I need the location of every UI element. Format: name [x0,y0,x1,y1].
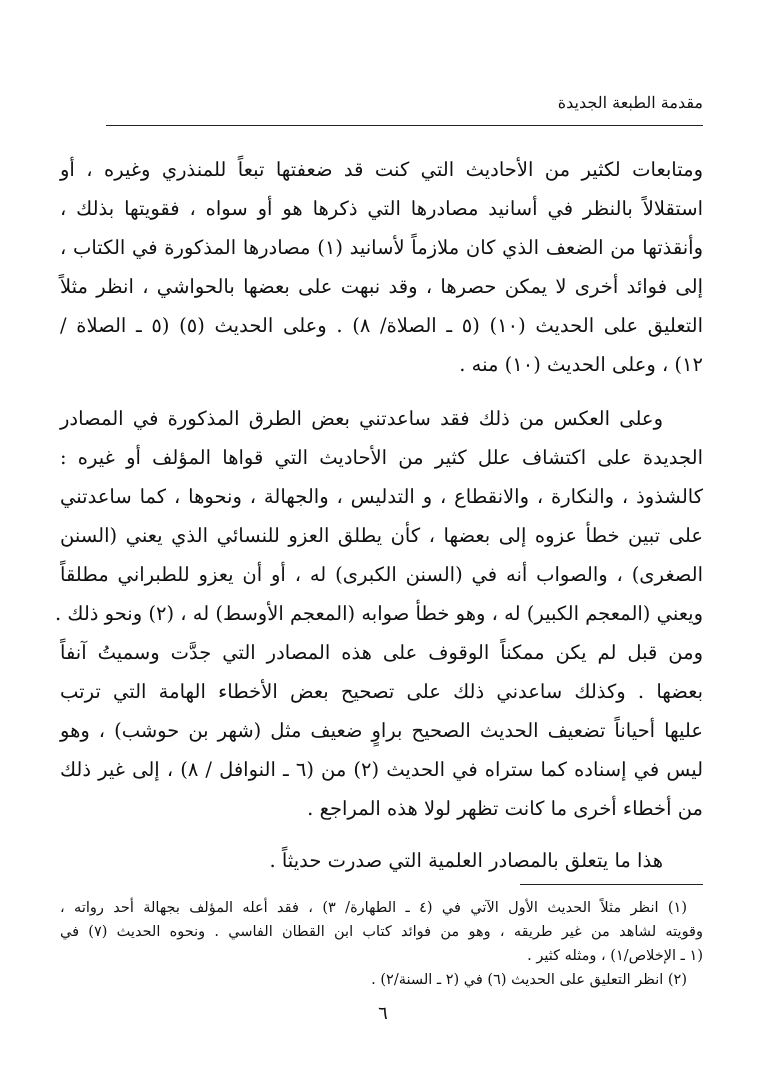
body-line: من أخطاء أخرى ما كانت تظهر لولا هذه المراجع . [307,797,703,820]
body-line: وعلى العكس من ذلك فقد ساعدتني بعض الطرق المذكورة في المصادر [60,407,663,430]
body-line: ١٢) ، وعلى الحديث (١٠) منه . [459,353,703,376]
body-line: ومن قبل لم يكن ممكناً الوقوف على هذه المصادر التي جدَّت وسميتُ آنفاً [60,641,703,664]
footnote-line: وقويته لشاهد من غير طريقه ، وهو من فوائد كتاب ابن القطان الفاسي . ونحوه الحديث (٧) في [60,924,703,940]
header-rule [106,125,703,126]
body-line: هذا ما يتعلق بالمصادر العلمية التي صدرت حديثاً . [269,849,663,872]
body-line: استقلالاً بالنظر في أسانيد مصادرها التي ذكرها هو أو سواه ، فقويتها بذلك ، [60,197,703,220]
body-line: بعضها . وكذلك ساعدني ذلك على تصحيح بعض الأخطاء الهامة التي ترتب [60,680,703,703]
running-header: مقدمة الطبعة الجديدة [557,93,703,112]
body-line: وأنقذتها من الضعف الذي كان ملازماً لأسانيد (١) مصادرها المذكورة في الكتاب ، [60,236,703,259]
footnote-line: (٢) انظر التعليق على الحديث (٦) في (٢ ـ السنة/٢) . [371,972,687,988]
body-line: على تبين خطأ عزوه إلى بعضها ، كأن يطلق العزو للنسائي الذي يعني (السنن [60,524,703,547]
body-line: الجديدة على اكتشاف علل كثير من الأحاديث التي قواها المؤلف أو غيره : [60,446,703,469]
body-line: كالشذوذ ، والنكارة ، والانقطاع ، و التدليس ، والجهالة ، ونحوها ، كما ساعدتني [60,485,703,508]
footnote-line: (١) انظر مثلاً الحديث الأول الآتي في (٤ ـ الطهارة/ ٣) ، فقد أعله المؤلف بجهالة أحد رواته ، [60,900,688,916]
body-line: ومتابعات لكثير من الأحاديث التي كنت قد ضعفتها تبعاً للمنذري وغيره ، أو [60,158,703,181]
footnote-line: (١ ـ الإخلاص/١) ، ومثله كثير . [527,948,703,964]
body-line: إلى فوائد أخرى لا يمكن حصرها ، وقد نبهت على بعضها بالحواشي ، انظر مثلاً [60,275,703,298]
body-line: عليها أحياناً تضعيف الحديث الصحيح براوٍ ضعيف مثل (شهر بن حوشب) ، وهو [60,719,703,742]
body-line: التعليق على الحديث (١٠) (٥ ـ الصلاة/ ٨) . وعلى الحديث (٥) (٥ ـ الصلاة / [60,314,704,337]
body-line: ويعني (المعجم الكبير) له ، وهو خطأ صوابه (المعجم الأوسط) له ، (٢) ونحو ذلك . [54,602,703,625]
body-line: الصغرى) ، والصواب أنه في (السنن الكبرى) له ، أو أن يعزو للطبراني مطلقاً [60,563,703,586]
body-line: ليس في إسناده كما ستراه في الحديث (٢) من (٦ ـ النوافل / ٨) ، إلى غير ذلك [60,758,704,781]
footnote-rule [520,884,703,885]
page-number: ٦ [378,1003,388,1024]
